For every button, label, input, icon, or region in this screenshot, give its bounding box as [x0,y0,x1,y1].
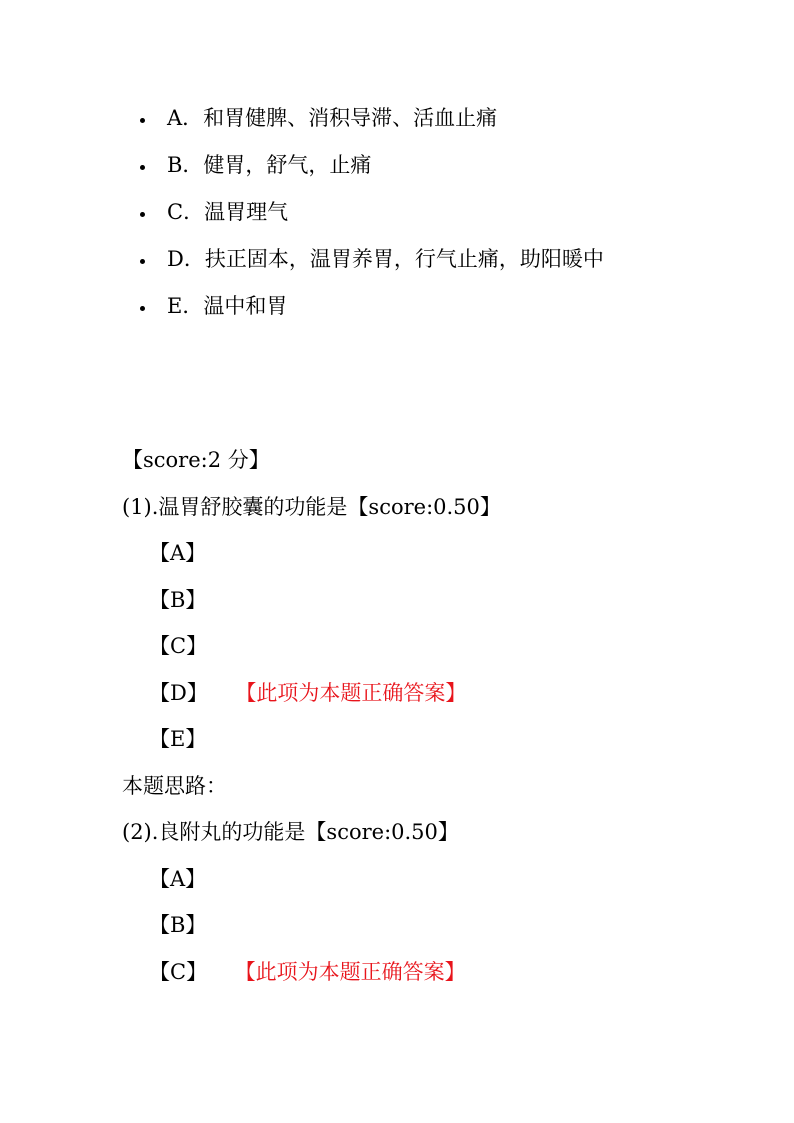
choice-label: 【A】 [149,541,207,565]
choice-d [122,673,501,720]
option-list [140,94,604,329]
bullet-icon [140,259,145,264]
choice-label: 【E】 [149,727,207,751]
option-label: D．扶正固本，温胃养胃，行气止痛，助阳暖中 [167,246,604,271]
bullet-icon [140,165,145,170]
choice-label: 【C】 [149,959,208,984]
choice-label: 【B】 [149,913,207,937]
option-item [140,141,604,188]
choice-b [122,905,501,952]
correct-answer-note: 【此项为本题正确答案】 [245,959,466,984]
option-item [140,188,604,235]
option-label: C．温胃理气 [167,199,289,224]
question-block [122,440,501,998]
choice-label: 【A】 [149,866,207,891]
option-label: B．健胃，舒气，止痛 [167,152,372,177]
option-item [140,235,604,282]
question-title: (2).良附丸的功能是【score:0.50】 [122,820,459,844]
bullet-icon [140,306,145,311]
choice-a [122,859,501,906]
option-item [140,94,604,141]
choice-label: 【B】 [149,587,207,612]
question-title: (1).温胃舒胶囊的功能是【score:0.50】 [122,494,501,519]
rationale-label: 本题思路： [122,773,227,798]
option-label: E．温中和胃 [167,293,288,318]
choice-c [122,952,501,999]
choice-label: 【C】 [149,634,208,658]
choice-c [122,626,501,673]
bullet-icon [140,212,145,217]
option-item [140,282,604,329]
choice-a [122,533,501,580]
correct-answer-note: 【此项为本题正确答案】 [245,680,467,705]
score-header: 【score:2 分】 [122,448,270,472]
option-label: A．和胃健脾、消积导滞、活血止痛 [167,105,498,130]
choice-b [122,580,501,627]
choice-label: 【D】 [149,680,208,705]
choice-e [122,719,501,766]
bullet-icon [140,118,145,123]
